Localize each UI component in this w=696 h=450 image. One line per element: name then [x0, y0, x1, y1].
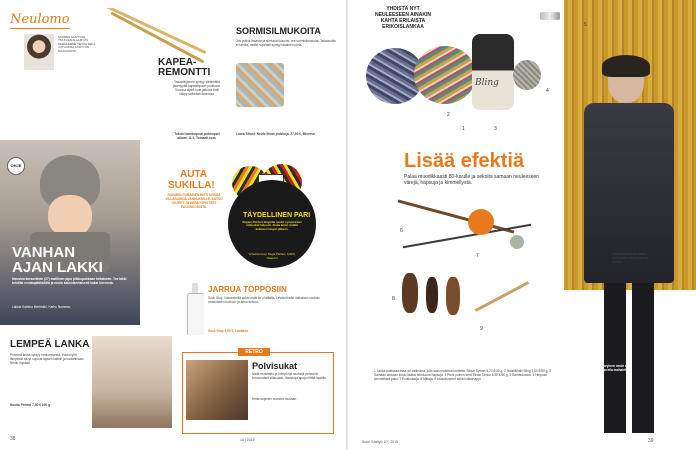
taydellinen-heading: TÄYDELLINEN PARI	[243, 212, 311, 219]
main-heading: Lisää efektiä	[404, 150, 525, 172]
sormisil-heading: SORMISILMUKOITA	[236, 26, 321, 36]
item-number-1: 1	[462, 126, 465, 132]
item-number-4: 4	[546, 88, 549, 94]
yarn-skein-bling	[472, 34, 514, 110]
item-number-8: 8	[392, 296, 395, 302]
model-photo	[574, 55, 684, 440]
retro-tag-label: RETRO	[245, 349, 263, 355]
kapeli-heading: KAPEA-REMONTTI	[158, 57, 211, 78]
lempea-heading: LEMPEÄ LANKA	[10, 339, 90, 350]
lempea-body: Pehmeä lanka syntyy neulomisesta. Vuorovyön lämpimät sävyt sopivat lapsen lakkiin ja kaulaliinaan. Neulo löysästi.	[10, 353, 85, 365]
jarrua-heading: JARRUA TÖPPÖSIIN	[208, 285, 287, 294]
retro-photo	[186, 360, 248, 420]
kapeli-body: Tasapohjainen syntyy siirtämällä jäsenyyttä kapeampaan puikkoon. Vuonna kipeä kuin jatkuva tuoli näkyy selkeästi kuviossa.	[172, 80, 222, 96]
lempea-price: Novita Pehmo 7,50 € 100 g	[10, 403, 51, 407]
main-subheading: Palaa muodikkaasti 80-luvulle ja sekoita samaan neuleeseen värejä, hapsuja ja kimmellystä.	[404, 174, 540, 186]
yarn-skein-colorful	[414, 46, 476, 104]
right-body-text: 1 Lanka pakkauksessa on valikoima, jolla saa neulottua tuotteita. Sirdar Sylvan 4,70 €/50 g. 2 Tekstiilihalli Bling 3,60 €/50 g. 3 Samaan lankaan kuluu lisäksi tekstuuria hapsuja. 4 Pieni puinen kerä Sirdar Divine 6,90 €/50 g. 5 Bambukudos. 6 Helposti kimmeltävä pallo. 7 Puikkosarja. 8 Mittaja. 9 Lisävarusteet sekä kukkanappi.	[374, 369, 551, 381]
ohje-badge	[7, 157, 25, 175]
mini-yarn-ball	[513, 60, 541, 90]
retro-tag	[238, 348, 270, 356]
vanhan-heading-line2: AJAN LAKKI	[12, 259, 103, 276]
item-number-5: 5	[584, 22, 587, 28]
item-number-9: 9	[480, 326, 483, 332]
sormisil-price: Laura Strust: Neulo ilman puikkoja, 27,90 €, Minerva	[236, 132, 315, 136]
sock-stop-bottle	[186, 283, 204, 335]
bling-label: Bling	[475, 78, 499, 88]
section-title: Neulomo	[10, 12, 70, 27]
jarrua-price: Sock Stop 6,90 €, Lankava	[208, 329, 248, 333]
auta-heading-line1: AUTA	[180, 169, 208, 180]
bottom-caption: Kastanjasävyinen neule on kudottu suurella mohairilla.	[588, 364, 630, 372]
vanhan-body: Meusina kersaviiniin (27) malliinen pipo pilkkupukkaan keltaiseen. Tee lakki tuhdilla neulanpääkköillä ja neulo kaksinkertaisesti kaksi kierrosta.	[12, 277, 127, 285]
vanhan-credit: Lakkia Katriina Merimäki, Karhu Nummia.	[12, 305, 71, 309]
right-page	[348, 0, 696, 450]
polvisukat-heading: Polvisukat	[252, 361, 298, 371]
item-number-2: 2	[447, 112, 450, 118]
kapeli-price: Tukuni bambupuut puikkopari alkaen 11 €, Tomaati.com.	[174, 132, 220, 140]
left-page-number: 38	[10, 436, 16, 442]
editor-photo	[24, 34, 54, 70]
right-footer-text: Suuri Käsityö 10 | 2015	[362, 440, 399, 444]
polvisukat-price: Hinta sopivien vuosien mukaan.	[252, 397, 298, 401]
taydellinen-price: Schachenmayr Regia Pairfect, 6,90 €, Titaanit.fi	[248, 252, 296, 260]
yarn-balls-photo	[92, 336, 172, 428]
item-number-3: 3	[494, 126, 497, 132]
item-number-7: 7	[476, 253, 479, 259]
ohje-badge-label: OHJE	[10, 163, 22, 168]
sormisil-body: Jos puikot irtoavat ja silmukat liukuvat, tee sormisilmukoita. Taitavuutta ei tarvita, mutta nopeasti syntyy tasainen pinta.	[236, 39, 336, 47]
polvisukat-body: Näitä muistatko ja kumpi nyt neuloisit pehmeät kuviomaiset villasukat. Hauskoja apuja riittää lapsille.	[252, 372, 327, 380]
side-caption: Kastanjasävyinen neule on kierretty tekstuurisesta villasta.	[612, 252, 649, 264]
right-page-number: 39	[648, 438, 654, 444]
left-footer-text: 10 | 2015	[240, 438, 255, 442]
taydellinen-body: Regian Pairfect-langoilla neulot symmetriset raitasukat helposti. Aloita kerän sisältä keltaisen langan jälkeen.	[242, 220, 302, 231]
needles-photo	[392, 195, 542, 335]
section-title-underline	[10, 28, 70, 29]
jarrua-body: Sock Stop -liukuesteillä sukat eivät liu'u lattialla. Levitä tiheän valkoisen nauhan muotoiseen kuvioon ja anna kuivua.	[208, 296, 320, 304]
finger-knitting-photo	[236, 63, 284, 107]
auta-heading-line2: SUKILLA!	[168, 180, 215, 191]
callout-text: YHDISTÄ NYT NEULEESEEN AINAKIN KAHTA ERILAISTA ERIKOISLANKAA	[375, 6, 431, 30]
editor-blurb: SUOMEN KÄSITYÖN YSTÄVIEN ALLA MYÖS KERÄILEMME TIETOA SEKÄ UUTUUKSIA KÄSITYÖN MAAILMASTA.	[58, 35, 96, 53]
silver-spool	[540, 12, 560, 20]
auta-body: SUOMEN PUNAINEN RISTI KERÄÄ VILLASUKKIA VANHUKSILLE. KATSO OHJEET JA KERÄYSPISTEET FACEBOOKISTA.	[165, 193, 223, 209]
vanhan-heading-line1: VANHAN	[12, 244, 76, 261]
item-number-6: 6	[400, 228, 403, 234]
